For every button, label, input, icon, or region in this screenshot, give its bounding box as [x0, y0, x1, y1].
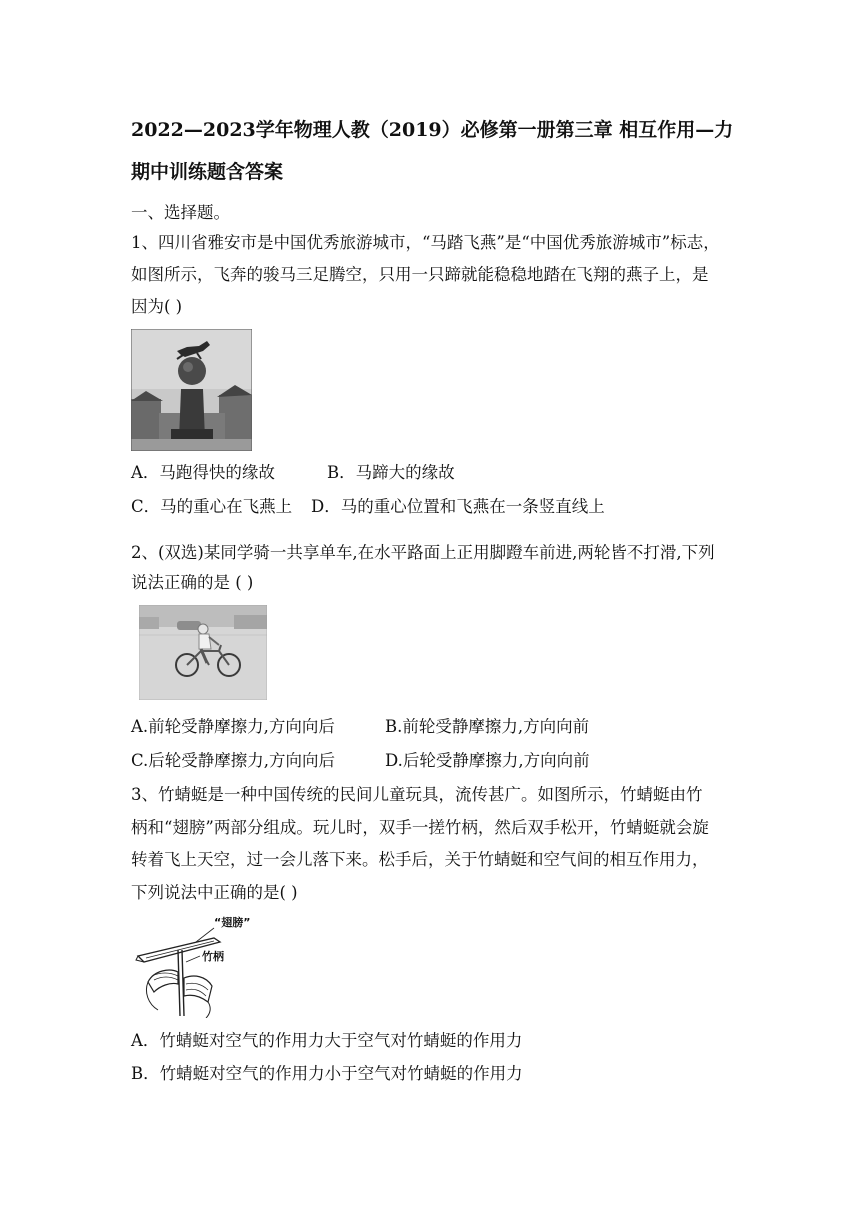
q2-option-a: A.前轮受静摩擦力,方向向后 [131, 717, 335, 736]
q2-text-line-1: 2、(双选)某同学骑一共享单车,在水平路面上正用脚蹬车前进,两轮皆不打滑,下列 [131, 543, 715, 562]
q1-option-b: B．马蹄大的缘故 [327, 463, 455, 482]
q3-text-line-1: 3、竹蜻蜓是一种中国传统的民间儿童玩具，流传甚广。如图所示，竹蜻蜓由竹 [131, 785, 703, 804]
section-heading: 一、选择题。 [131, 203, 230, 222]
q1-figure-horse-statue-photo [131, 329, 252, 451]
q3-figure-label-wing: “翅膀” [214, 916, 251, 929]
q1-text-line-3: 因为( ) [131, 297, 183, 316]
q1-text-line-2: 如图所示，飞奔的骏马三足腾空，只用一只蹄就能稳稳地踏在飞翔的燕子上，是 [131, 265, 709, 284]
q2-option-c: C.后轮受静摩擦力,方向向后 [131, 751, 336, 770]
q3-option-a: A．竹蜻蜓对空气的作用力大于空气对竹蜻蜓的作用力 [131, 1031, 523, 1050]
q3-figure-bamboo-dragonfly [134, 912, 264, 1018]
q3-text-line-4: 下列说法中正确的是( ) [131, 883, 298, 902]
q1-option-d: D．马的重心位置和飞燕在一条竖直线上 [311, 497, 605, 516]
q3-text-line-3: 转着飞上天空，过一会儿落下来。松手后，关于竹蜻蜓和空气间的相互作用力， [131, 850, 709, 869]
q2-figure-cyclist-photo [139, 605, 267, 700]
q3-option-b: B．竹蜻蜓对空气的作用力小于空气对竹蜻蜓的作用力 [131, 1064, 523, 1083]
q1-option-a: A．马跑得快的缘故 [131, 463, 275, 482]
q1-option-c: C．马的重心在飞燕上 [131, 497, 293, 516]
q1-text-line-1: 1、四川省雅安市是中国优秀旅游城市，“马踏飞燕”是“中国优秀旅游城市”标志， [131, 233, 720, 252]
q3-text-line-2: 柄和“翅膀”两部分组成。玩儿时，双手一搓竹柄，然后双手松开，竹蜻蜓就会旋 [131, 818, 709, 837]
q2-option-d: D.后轮受静摩擦力,方向向前 [385, 751, 590, 770]
document-title-line-2: 期中训练题含答案 [131, 161, 284, 183]
document-title-line-1: 2022—2023学年物理人教（2019）必修第一册第三章 相互作用—力 [131, 119, 734, 141]
q2-text-line-2: 说法正确的是 ( ) [131, 573, 254, 592]
q3-figure-label-handle: 竹柄 [202, 950, 224, 963]
q2-option-b: B.前轮受静摩擦力,方向向前 [385, 717, 590, 736]
